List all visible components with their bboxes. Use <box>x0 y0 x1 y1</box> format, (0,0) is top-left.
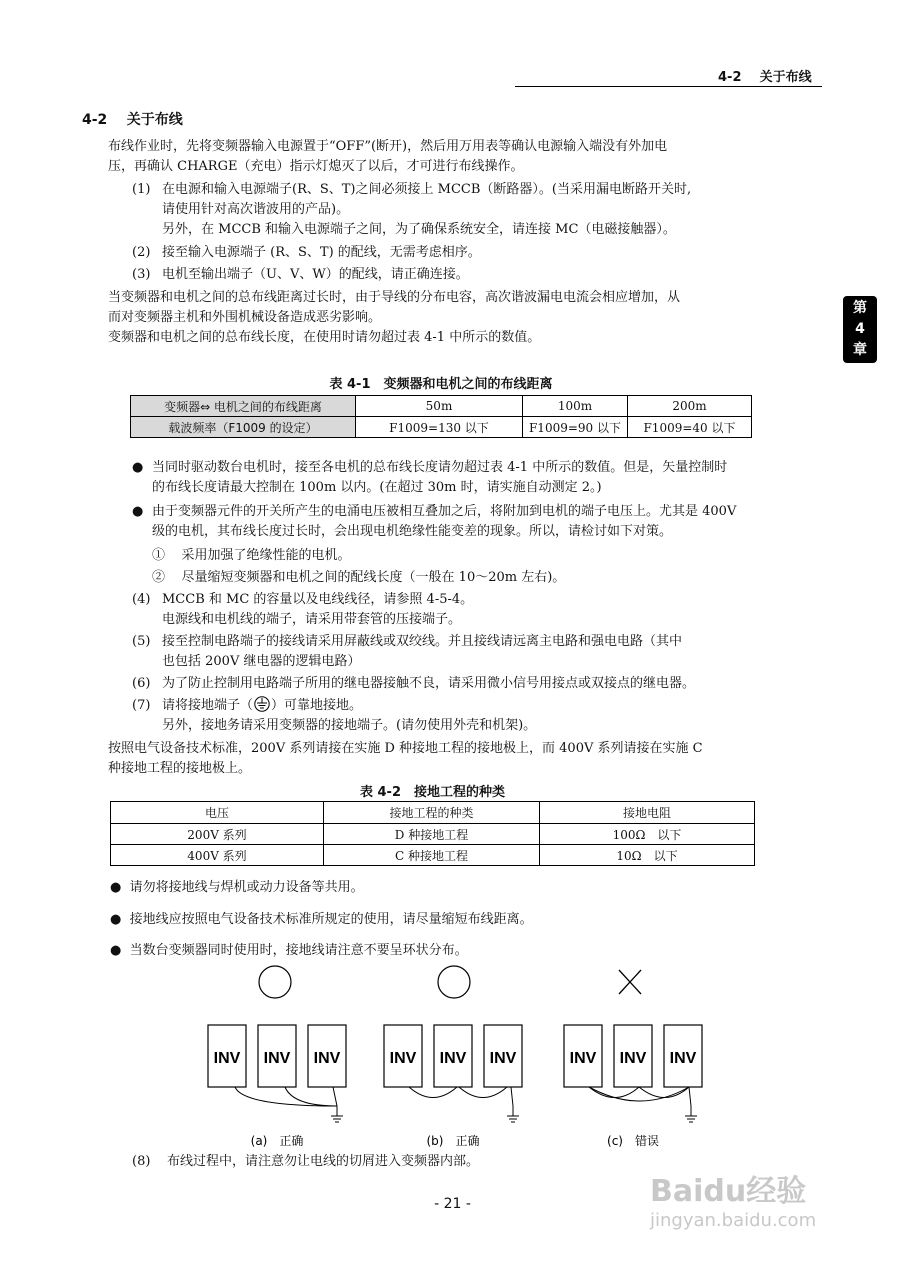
watermark <box>650 1175 816 1233</box>
table-row <box>131 396 752 417</box>
text-line: 而对变频器主机和外围机械设备造成恶劣影响。 <box>108 310 382 325</box>
table-header-cell: 接地工程的种类 <box>324 802 540 824</box>
item-number: (4) <box>132 592 151 607</box>
table-header-row <box>111 802 755 824</box>
text-line: 电源线和电机线的端子，请采用带套管的压接端子。 <box>162 612 462 627</box>
list-item-3 <box>132 265 469 285</box>
table-row <box>111 845 755 866</box>
sub-item-number: ① <box>152 548 166 563</box>
table-cell: 400V 系列 <box>111 845 324 866</box>
text-line: 当数台变频器同时使用时，接地线请注意不要呈环状分布。 <box>129 943 468 958</box>
text-line: 在电源和输入电源端子(R、S、T)之间必须接上 MCCB（断路器）。(当采用漏电断路开关时, <box>162 182 692 197</box>
diagram-b <box>384 966 522 1148</box>
watermark-url: jingyan.baidu.com <box>650 1210 817 1231</box>
list-item-2 <box>132 243 481 263</box>
text-line: 布线作业时，先将变频器输入电源置于“OFF”(断开)，然后用万用表等确认电源输入端没有外加电 <box>108 139 668 154</box>
table-row <box>131 417 752 438</box>
text-line: 接地线应按照电气设备技术标准所规定的使用，请尽量缩短布线距离。 <box>129 912 533 927</box>
sub-item-number: ② <box>152 570 166 585</box>
table-cell: 载波频率（F1009 的设定） <box>131 417 356 438</box>
table2 <box>110 801 755 866</box>
table1 <box>130 395 752 438</box>
table-cell: F1009=130 以下 <box>356 417 523 438</box>
inv-label: INV <box>263 1050 291 1067</box>
table-cell: 200m <box>628 396 752 417</box>
bullet-icon: ● <box>110 880 122 895</box>
text-line: 采用加强了绝缘性能的电机。 <box>181 548 351 563</box>
text-line: 请使用针对高次谐波用的产品)。 <box>162 202 350 217</box>
list-item-5 <box>132 632 682 672</box>
text-line: 接至输入电源端子 (R、S、T) 的配线，无需考虑相序。 <box>162 245 481 260</box>
list-item-1 <box>132 180 691 240</box>
table-cell: F1009=40 以下 <box>628 417 752 438</box>
correct-mark-icon <box>438 966 470 998</box>
text-line: 压，再确认 CHARGE（充电）指示灯熄灭了以后，才可进行布线操作。 <box>108 159 524 174</box>
inv-label: INV <box>389 1050 417 1067</box>
table-cell: 200V 系列 <box>111 824 324 845</box>
inv-label: INV <box>313 1050 341 1067</box>
table1-caption: 表 4-1 变频器和电机之间的布线距离 <box>329 377 553 392</box>
table-header-cell: 接地电阻 <box>540 802 755 824</box>
correct-mark-icon <box>259 966 291 998</box>
sub-item <box>152 568 565 588</box>
diagram-a <box>208 966 346 1148</box>
table-cell: 100m <box>523 396 628 417</box>
chapter-tab-char: 第 <box>853 300 867 316</box>
table-cell: F1009=90 以下 <box>523 417 628 438</box>
bullet-item <box>110 878 364 898</box>
list-item-8 <box>132 1152 479 1172</box>
table-cell: 100Ω 以下 <box>540 824 755 845</box>
header-section: 4-2 <box>718 70 742 85</box>
text-line: 请将接地端子（ <box>162 698 254 713</box>
inv-label: INV <box>569 1050 597 1067</box>
paragraph-wiring-length <box>108 288 680 348</box>
chapter-tab-number: 4 <box>855 321 865 337</box>
inv-label: INV <box>489 1050 517 1067</box>
chapter-tab <box>843 296 877 363</box>
text-line: 由于变频器元件的开关所产生的电涌电压被相互叠加之后，将附加到电机的端子电压上。尤其是 400V <box>152 504 737 519</box>
inv-label: INV <box>669 1050 697 1067</box>
intro-paragraph <box>108 137 667 177</box>
text-line: 的布线长度请最大控制在 100m 以内。(在超过 30m 时，请实施自动测定 2。) <box>152 480 602 495</box>
diagram-label: (c) 错误 <box>607 1134 659 1148</box>
item-number: (3) <box>132 267 151 282</box>
running-header <box>718 66 812 85</box>
text-line: 种接地工程的接地极上。 <box>108 761 252 776</box>
chapter-tab-char: 章 <box>853 342 867 358</box>
table-row <box>111 824 755 845</box>
text-line: 为了防止控制用电路端子所用的继电器接触不良，请采用微小信号用接点或双接点的继电器。 <box>162 676 696 691</box>
text-line: 电机至输出端子（U、V、W）的配线，请正确连接。 <box>162 267 469 282</box>
text-line: 变频器和电机之间的总布线长度，在使用时请勿超过表 4-1 中所示的数值。 <box>108 330 541 345</box>
inv-label: INV <box>213 1050 241 1067</box>
text-line: 当变频器和电机之间的总布线距离过长时，由于导线的分布电容，高次谐波漏电电流会相应增加，从 <box>108 290 681 305</box>
text-line: 当同时驱动数台电机时，接至各电机的总布线长度请勿超过表 4-1 中所示的数值。但是，矢量控制时 <box>152 460 728 475</box>
watermark-brand: Baidu经验 <box>650 1174 807 1209</box>
item-number: (6) <box>132 676 151 691</box>
grounding-diagrams <box>195 960 720 1155</box>
table2-caption: 表 4-2 接地工程的种类 <box>359 785 505 800</box>
bullet-item <box>132 458 727 498</box>
text-line: 另外，接地务请采用变频器的接地端子。(请勿使用外壳和机架)。 <box>162 718 537 733</box>
bullet-icon: ● <box>132 460 144 475</box>
text-line: ）可靠地接地。 <box>271 698 363 713</box>
text-line: 尽量缩短变频器和电机之间的配线长度（一般在 10～20m 左右)。 <box>181 570 566 585</box>
bullet-item <box>110 910 533 930</box>
inv-label: INV <box>619 1050 647 1067</box>
text-line: 按照电气设备技术标准，200V 系列请接在实施 D 种接地工程的接地极上，而 400V 系列请接在实施 C <box>108 741 703 756</box>
bullet-item <box>132 502 736 542</box>
diagram-c <box>564 970 702 1148</box>
section-title <box>82 109 183 129</box>
text-line: 布线过程中，请注意勿让电线的切屑进入变频器内部。 <box>166 1154 479 1169</box>
sub-item <box>152 546 351 566</box>
diagram-mark-text: ○ <box>259 982 261 983</box>
text-line: 接至控制电路端子的接线请采用屏蔽线或双绞线。并且接线请远离主电路和强电电路（其中 <box>162 634 683 649</box>
item-number: (2) <box>132 245 151 260</box>
text-line: 级的电机，其布线长度过长时，会出现电机绝缘性能变差的现象。所以，请检讨如下对策。 <box>152 524 673 539</box>
paragraph-grounding <box>108 739 703 779</box>
section-text: 关于布线 <box>126 112 183 128</box>
header-rule <box>515 86 822 87</box>
list-item-4 <box>132 590 473 630</box>
item-number: (7) <box>132 698 151 713</box>
section-number: 4-2 <box>82 112 108 128</box>
list-item-7 <box>132 696 536 736</box>
bullet-icon: ● <box>110 943 122 958</box>
table-cell: 变频器⇔ 电机之间的布线距离 <box>131 396 356 417</box>
table-cell: D 种接地工程 <box>324 824 540 845</box>
bullet-icon: ● <box>132 504 144 519</box>
text-line: MCCB 和 MC 的容量以及电线线径，请参照 4-5-4。 <box>162 592 474 607</box>
text-line: 也包括 200V 继电器的逻辑电路） <box>162 654 361 669</box>
diagram-mark-text: ○ <box>453 982 455 983</box>
inv-label: INV <box>439 1050 467 1067</box>
item-number: (8) <box>132 1154 151 1169</box>
table-cell: 10Ω 以下 <box>540 845 755 866</box>
text-line: 请勿将接地线与焊机或动力设备等共用。 <box>129 880 364 895</box>
item-number: (5) <box>132 634 151 649</box>
item-number: (1) <box>132 182 151 197</box>
diagram-label: (a) 正确 <box>250 1134 304 1148</box>
text-line: 另外，在 MCCB 和输入电源端子之间，为了确保系统安全，请连接 MC（电磁接触器）。 <box>162 222 676 237</box>
header-title: 关于布线 <box>759 70 812 85</box>
list-item-6 <box>132 674 695 694</box>
page-number: - 21 - <box>434 1196 471 1212</box>
diagram-label: (b) 正确 <box>426 1134 480 1148</box>
table-cell: 50m <box>356 396 523 417</box>
ground-symbol-icon <box>253 696 271 712</box>
table-header-cell: 电压 <box>111 802 324 824</box>
bullet-icon: ● <box>110 912 122 927</box>
bullet-item <box>110 941 468 961</box>
table-cell: C 种接地工程 <box>324 845 540 866</box>
